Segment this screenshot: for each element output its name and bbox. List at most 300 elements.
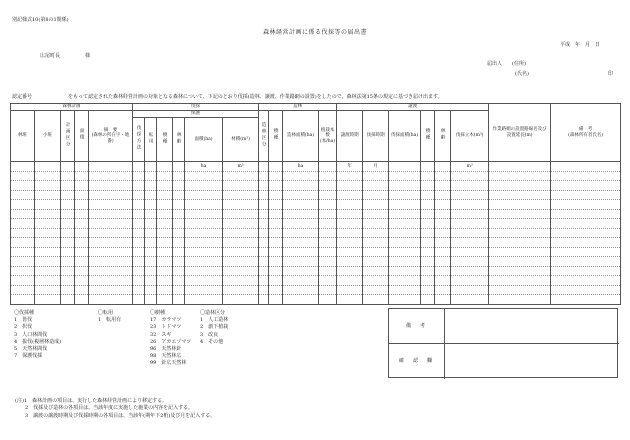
table-cell[interactable] xyxy=(173,181,185,191)
table-cell[interactable] xyxy=(89,162,133,172)
table-cell[interactable] xyxy=(11,209,35,219)
table-cell[interactable] xyxy=(489,181,551,191)
table-cell[interactable] xyxy=(259,200,269,210)
table-cell[interactable] xyxy=(185,285,223,295)
table-cell[interactable] xyxy=(259,238,269,248)
table-cell[interactable] xyxy=(283,257,319,267)
table-cell[interactable] xyxy=(75,247,89,257)
table-cell[interactable] xyxy=(551,209,621,219)
table-cell[interactable] xyxy=(337,238,363,248)
table-cell[interactable] xyxy=(35,171,61,181)
table-cell[interactable] xyxy=(133,295,145,305)
table-cell[interactable] xyxy=(319,190,337,200)
table-cell[interactable] xyxy=(269,219,283,229)
table-cell[interactable] xyxy=(61,228,75,238)
table-cell[interactable] xyxy=(551,171,621,181)
table-cell[interactable] xyxy=(173,190,185,200)
table-cell[interactable] xyxy=(489,219,551,229)
table-cell[interactable] xyxy=(451,247,489,257)
table-cell[interactable] xyxy=(451,171,489,181)
table-cell[interactable] xyxy=(61,219,75,229)
table-cell[interactable] xyxy=(133,266,145,276)
table-cell[interactable] xyxy=(185,228,223,238)
table-cell[interactable] xyxy=(451,238,489,248)
table-cell[interactable] xyxy=(145,285,157,295)
table-cell[interactable] xyxy=(551,238,621,248)
table-cell[interactable] xyxy=(157,162,173,172)
table-cell[interactable] xyxy=(283,181,319,191)
table-cell[interactable] xyxy=(551,181,621,191)
table-cell[interactable] xyxy=(185,247,223,257)
table-cell[interactable] xyxy=(75,219,89,229)
table-cell[interactable] xyxy=(363,238,389,248)
table-cell[interactable] xyxy=(319,257,337,267)
table-cell[interactable] xyxy=(269,276,283,286)
table-cell[interactable] xyxy=(435,190,451,200)
table-cell[interactable] xyxy=(435,162,451,172)
table-cell[interactable] xyxy=(451,209,489,219)
table-cell[interactable] xyxy=(269,228,283,238)
table-cell[interactable] xyxy=(389,238,421,248)
table-cell[interactable] xyxy=(185,200,223,210)
table-cell[interactable] xyxy=(223,276,259,286)
table-cell[interactable] xyxy=(337,190,363,200)
table-cell[interactable] xyxy=(223,209,259,219)
table-cell[interactable] xyxy=(89,209,133,219)
table-cell[interactable] xyxy=(173,257,185,267)
table-cell[interactable] xyxy=(145,200,157,210)
table-cell[interactable] xyxy=(363,190,389,200)
table-cell[interactable] xyxy=(389,247,421,257)
table-cell[interactable] xyxy=(11,257,35,267)
table-cell[interactable] xyxy=(11,190,35,200)
table-cell[interactable] xyxy=(363,200,389,210)
table-cell[interactable] xyxy=(551,228,621,238)
table-cell[interactable] xyxy=(489,238,551,248)
table-cell[interactable] xyxy=(223,200,259,210)
unit-label[interactable]: m³ xyxy=(451,162,489,172)
table-cell[interactable] xyxy=(145,257,157,267)
table-cell[interactable] xyxy=(11,228,35,238)
table-cell[interactable] xyxy=(451,219,489,229)
table-cell[interactable] xyxy=(145,190,157,200)
table-cell[interactable] xyxy=(337,219,363,229)
table-cell[interactable] xyxy=(223,295,259,305)
table-cell[interactable] xyxy=(89,266,133,276)
table-cell[interactable] xyxy=(145,228,157,238)
table-cell[interactable] xyxy=(337,200,363,210)
table-cell[interactable] xyxy=(35,257,61,267)
table-cell[interactable] xyxy=(133,209,145,219)
table-cell[interactable] xyxy=(157,257,173,267)
table-cell[interactable] xyxy=(421,200,435,210)
table-cell[interactable] xyxy=(319,228,337,238)
table-cell[interactable] xyxy=(157,200,173,210)
table-cell[interactable] xyxy=(435,276,451,286)
table-cell[interactable] xyxy=(389,295,421,305)
table-cell[interactable] xyxy=(283,276,319,286)
table-cell[interactable] xyxy=(421,219,435,229)
table-cell[interactable] xyxy=(363,295,389,305)
table-cell[interactable] xyxy=(489,200,551,210)
table-cell[interactable] xyxy=(259,219,269,229)
table-cell[interactable] xyxy=(185,257,223,267)
table-cell[interactable] xyxy=(75,228,89,238)
table-cell[interactable] xyxy=(269,209,283,219)
table-cell[interactable] xyxy=(157,171,173,181)
table-cell[interactable] xyxy=(157,228,173,238)
table-cell[interactable] xyxy=(451,276,489,286)
table-cell[interactable] xyxy=(489,228,551,238)
table-cell[interactable] xyxy=(145,171,157,181)
table-cell[interactable] xyxy=(75,295,89,305)
table-cell[interactable] xyxy=(173,209,185,219)
table-cell[interactable] xyxy=(319,209,337,219)
table-cell[interactable] xyxy=(223,285,259,295)
table-cell[interactable] xyxy=(75,162,89,172)
table-cell[interactable] xyxy=(89,200,133,210)
table-cell[interactable] xyxy=(337,295,363,305)
table-cell[interactable] xyxy=(145,276,157,286)
table-cell[interactable] xyxy=(337,266,363,276)
table-cell[interactable] xyxy=(259,209,269,219)
table-cell[interactable] xyxy=(173,200,185,210)
table-cell[interactable] xyxy=(61,295,75,305)
table-cell[interactable] xyxy=(35,209,61,219)
table-cell[interactable] xyxy=(319,295,337,305)
table-cell[interactable] xyxy=(75,209,89,219)
table-cell[interactable] xyxy=(283,171,319,181)
table-cell[interactable] xyxy=(283,228,319,238)
table-cell[interactable] xyxy=(11,162,35,172)
table-cell[interactable] xyxy=(451,257,489,267)
table-cell[interactable] xyxy=(489,266,551,276)
table-cell[interactable] xyxy=(157,276,173,286)
table-cell[interactable] xyxy=(259,228,269,238)
unit-label[interactable]: 月 xyxy=(363,162,389,172)
unit-label[interactable]: 年 xyxy=(337,162,363,172)
table-cell[interactable] xyxy=(283,266,319,276)
table-cell[interactable] xyxy=(269,238,283,248)
table-cell[interactable] xyxy=(173,171,185,181)
table-cell[interactable] xyxy=(551,162,621,172)
table-cell[interactable] xyxy=(89,257,133,267)
table-cell[interactable] xyxy=(11,200,35,210)
table-cell[interactable] xyxy=(451,181,489,191)
table-cell[interactable] xyxy=(35,266,61,276)
table-cell[interactable] xyxy=(185,171,223,181)
table-cell[interactable] xyxy=(435,209,451,219)
table-cell[interactable] xyxy=(435,171,451,181)
table-cell[interactable] xyxy=(319,285,337,295)
table-cell[interactable] xyxy=(223,219,259,229)
table-cell[interactable] xyxy=(259,247,269,257)
table-cell[interactable] xyxy=(61,257,75,267)
table-cell[interactable] xyxy=(133,228,145,238)
table-cell[interactable] xyxy=(11,181,35,191)
table-cell[interactable] xyxy=(11,285,35,295)
table-cell[interactable] xyxy=(259,295,269,305)
table-cell[interactable] xyxy=(35,190,61,200)
table-cell[interactable] xyxy=(451,285,489,295)
table-cell[interactable] xyxy=(551,266,621,276)
table-cell[interactable] xyxy=(185,276,223,286)
table-cell[interactable] xyxy=(89,219,133,229)
table-cell[interactable] xyxy=(363,228,389,238)
table-cell[interactable] xyxy=(75,285,89,295)
table-cell[interactable] xyxy=(185,266,223,276)
table-cell[interactable] xyxy=(157,181,173,191)
table-cell[interactable] xyxy=(269,266,283,276)
table-cell[interactable] xyxy=(61,200,75,210)
table-cell[interactable] xyxy=(173,238,185,248)
table-cell[interactable] xyxy=(319,219,337,229)
table-cell[interactable] xyxy=(35,181,61,191)
table-cell[interactable] xyxy=(421,247,435,257)
table-cell[interactable] xyxy=(133,190,145,200)
table-cell[interactable] xyxy=(35,200,61,210)
table-cell[interactable] xyxy=(319,266,337,276)
table-cell[interactable] xyxy=(133,238,145,248)
table-cell[interactable] xyxy=(145,181,157,191)
table-cell[interactable] xyxy=(61,238,75,248)
table-cell[interactable] xyxy=(11,295,35,305)
table-cell[interactable] xyxy=(451,295,489,305)
table-cell[interactable] xyxy=(389,200,421,210)
table-cell[interactable] xyxy=(75,200,89,210)
table-cell[interactable] xyxy=(75,266,89,276)
table-cell[interactable] xyxy=(133,181,145,191)
table-cell[interactable] xyxy=(173,266,185,276)
table-cell[interactable] xyxy=(319,247,337,257)
table-cell[interactable] xyxy=(283,247,319,257)
table-cell[interactable] xyxy=(269,162,283,172)
table-cell[interactable] xyxy=(337,228,363,238)
table-cell[interactable] xyxy=(173,276,185,286)
table-cell[interactable] xyxy=(283,285,319,295)
table-cell[interactable] xyxy=(489,209,551,219)
table-cell[interactable] xyxy=(35,228,61,238)
table-cell[interactable] xyxy=(319,200,337,210)
table-cell[interactable] xyxy=(363,285,389,295)
table-cell[interactable] xyxy=(551,276,621,286)
table-cell[interactable] xyxy=(35,276,61,286)
table-cell[interactable] xyxy=(145,247,157,257)
table-cell[interactable] xyxy=(319,171,337,181)
table-cell[interactable] xyxy=(223,171,259,181)
table-cell[interactable] xyxy=(435,295,451,305)
table-cell[interactable] xyxy=(61,190,75,200)
table-cell[interactable] xyxy=(489,276,551,286)
table-cell[interactable] xyxy=(435,266,451,276)
table-cell[interactable] xyxy=(363,171,389,181)
table-cell[interactable] xyxy=(223,181,259,191)
table-cell[interactable] xyxy=(157,238,173,248)
table-cell[interactable] xyxy=(489,257,551,267)
table-cell[interactable] xyxy=(269,190,283,200)
table-cell[interactable] xyxy=(89,247,133,257)
table-cell[interactable] xyxy=(185,295,223,305)
table-cell[interactable] xyxy=(389,266,421,276)
table-cell[interactable] xyxy=(389,181,421,191)
table-cell[interactable] xyxy=(145,295,157,305)
table-cell[interactable] xyxy=(61,171,75,181)
table-cell[interactable] xyxy=(35,238,61,248)
table-cell[interactable] xyxy=(389,276,421,286)
table-cell[interactable] xyxy=(223,238,259,248)
table-cell[interactable] xyxy=(157,285,173,295)
table-cell[interactable] xyxy=(283,295,319,305)
table-cell[interactable] xyxy=(145,209,157,219)
table-cell[interactable] xyxy=(89,276,133,286)
table-cell[interactable] xyxy=(337,247,363,257)
table-cell[interactable] xyxy=(435,200,451,210)
table-cell[interactable] xyxy=(551,200,621,210)
table-cell[interactable] xyxy=(11,171,35,181)
table-cell[interactable] xyxy=(363,247,389,257)
table-cell[interactable] xyxy=(337,171,363,181)
table-cell[interactable] xyxy=(75,276,89,286)
table-cell[interactable] xyxy=(421,190,435,200)
table-cell[interactable] xyxy=(35,247,61,257)
confirmation-row[interactable] xyxy=(389,344,619,379)
table-cell[interactable] xyxy=(61,285,75,295)
table-cell[interactable] xyxy=(223,257,259,267)
table-cell[interactable] xyxy=(259,190,269,200)
table-cell[interactable] xyxy=(389,190,421,200)
table-cell[interactable] xyxy=(185,238,223,248)
table-cell[interactable] xyxy=(223,247,259,257)
table-cell[interactable] xyxy=(89,181,133,191)
table-cell[interactable] xyxy=(363,276,389,286)
table-cell[interactable] xyxy=(11,247,35,257)
table-cell[interactable] xyxy=(157,219,173,229)
table-cell[interactable] xyxy=(185,219,223,229)
table-cell[interactable] xyxy=(451,190,489,200)
table-cell[interactable] xyxy=(11,238,35,248)
table-cell[interactable] xyxy=(223,190,259,200)
table-cell[interactable] xyxy=(421,257,435,267)
table-cell[interactable] xyxy=(157,209,173,219)
table-cell[interactable] xyxy=(363,266,389,276)
table-cell[interactable] xyxy=(337,181,363,191)
table-cell[interactable] xyxy=(259,171,269,181)
table-cell[interactable] xyxy=(421,266,435,276)
table-cell[interactable] xyxy=(283,190,319,200)
table-cell[interactable] xyxy=(157,266,173,276)
table-cell[interactable] xyxy=(173,285,185,295)
table-cell[interactable] xyxy=(269,247,283,257)
table-cell[interactable] xyxy=(421,295,435,305)
table-cell[interactable] xyxy=(133,257,145,267)
table-cell[interactable] xyxy=(11,219,35,229)
table-cell[interactable] xyxy=(551,285,621,295)
table-cell[interactable] xyxy=(11,276,35,286)
table-cell[interactable] xyxy=(61,162,75,172)
table-cell[interactable] xyxy=(489,171,551,181)
table-cell[interactable] xyxy=(75,190,89,200)
table-cell[interactable] xyxy=(551,257,621,267)
table-cell[interactable] xyxy=(269,285,283,295)
table-cell[interactable] xyxy=(319,238,337,248)
table-cell[interactable] xyxy=(319,181,337,191)
table-cell[interactable] xyxy=(551,219,621,229)
table-cell[interactable] xyxy=(35,219,61,229)
table-cell[interactable] xyxy=(363,181,389,191)
table-cell[interactable] xyxy=(435,228,451,238)
table-cell[interactable] xyxy=(421,171,435,181)
table-cell[interactable] xyxy=(421,181,435,191)
table-cell[interactable] xyxy=(145,266,157,276)
table-cell[interactable] xyxy=(269,257,283,267)
table-cell[interactable] xyxy=(319,162,337,172)
table-cell[interactable] xyxy=(451,228,489,238)
table-cell[interactable] xyxy=(61,266,75,276)
table-cell[interactable] xyxy=(89,285,133,295)
table-cell[interactable] xyxy=(259,285,269,295)
table-cell[interactable] xyxy=(435,247,451,257)
table-cell[interactable] xyxy=(337,257,363,267)
table-cell[interactable] xyxy=(451,200,489,210)
table-cell[interactable] xyxy=(173,295,185,305)
table-cell[interactable] xyxy=(133,247,145,257)
table-cell[interactable] xyxy=(61,181,75,191)
remarks-row[interactable] xyxy=(389,309,619,344)
table-cell[interactable] xyxy=(259,181,269,191)
table-cell[interactable] xyxy=(35,295,61,305)
table-cell[interactable] xyxy=(283,219,319,229)
table-cell[interactable] xyxy=(35,285,61,295)
table-cell[interactable] xyxy=(75,181,89,191)
table-cell[interactable] xyxy=(89,190,133,200)
table-cell[interactable] xyxy=(337,276,363,286)
table-cell[interactable] xyxy=(421,276,435,286)
table-cell[interactable] xyxy=(133,162,145,172)
table-cell[interactable] xyxy=(389,228,421,238)
table-cell[interactable] xyxy=(363,257,389,267)
table-cell[interactable] xyxy=(259,276,269,286)
table-cell[interactable] xyxy=(89,295,133,305)
unit-label[interactable]: ha xyxy=(283,162,319,172)
unit-label[interactable]: m³ xyxy=(223,162,259,172)
table-cell[interactable] xyxy=(89,238,133,248)
table-cell[interactable] xyxy=(145,238,157,248)
table-cell[interactable] xyxy=(489,190,551,200)
table-cell[interactable] xyxy=(133,219,145,229)
table-cell[interactable] xyxy=(259,257,269,267)
table-cell[interactable] xyxy=(319,276,337,286)
table-cell[interactable] xyxy=(389,219,421,229)
table-cell[interactable] xyxy=(421,228,435,238)
table-cell[interactable] xyxy=(489,247,551,257)
table-cell[interactable] xyxy=(61,276,75,286)
table-cell[interactable] xyxy=(185,181,223,191)
table-cell[interactable] xyxy=(269,295,283,305)
table-cell[interactable] xyxy=(389,257,421,267)
table-cell[interactable] xyxy=(389,162,421,172)
table-cell[interactable] xyxy=(133,171,145,181)
table-cell[interactable] xyxy=(283,200,319,210)
table-cell[interactable] xyxy=(35,162,61,172)
table-cell[interactable] xyxy=(489,162,551,172)
table-cell[interactable] xyxy=(283,209,319,219)
table-cell[interactable] xyxy=(157,295,173,305)
table-cell[interactable] xyxy=(133,276,145,286)
table-cell[interactable] xyxy=(389,209,421,219)
table-cell[interactable] xyxy=(451,266,489,276)
table-cell[interactable] xyxy=(389,285,421,295)
table-cell[interactable] xyxy=(551,247,621,257)
